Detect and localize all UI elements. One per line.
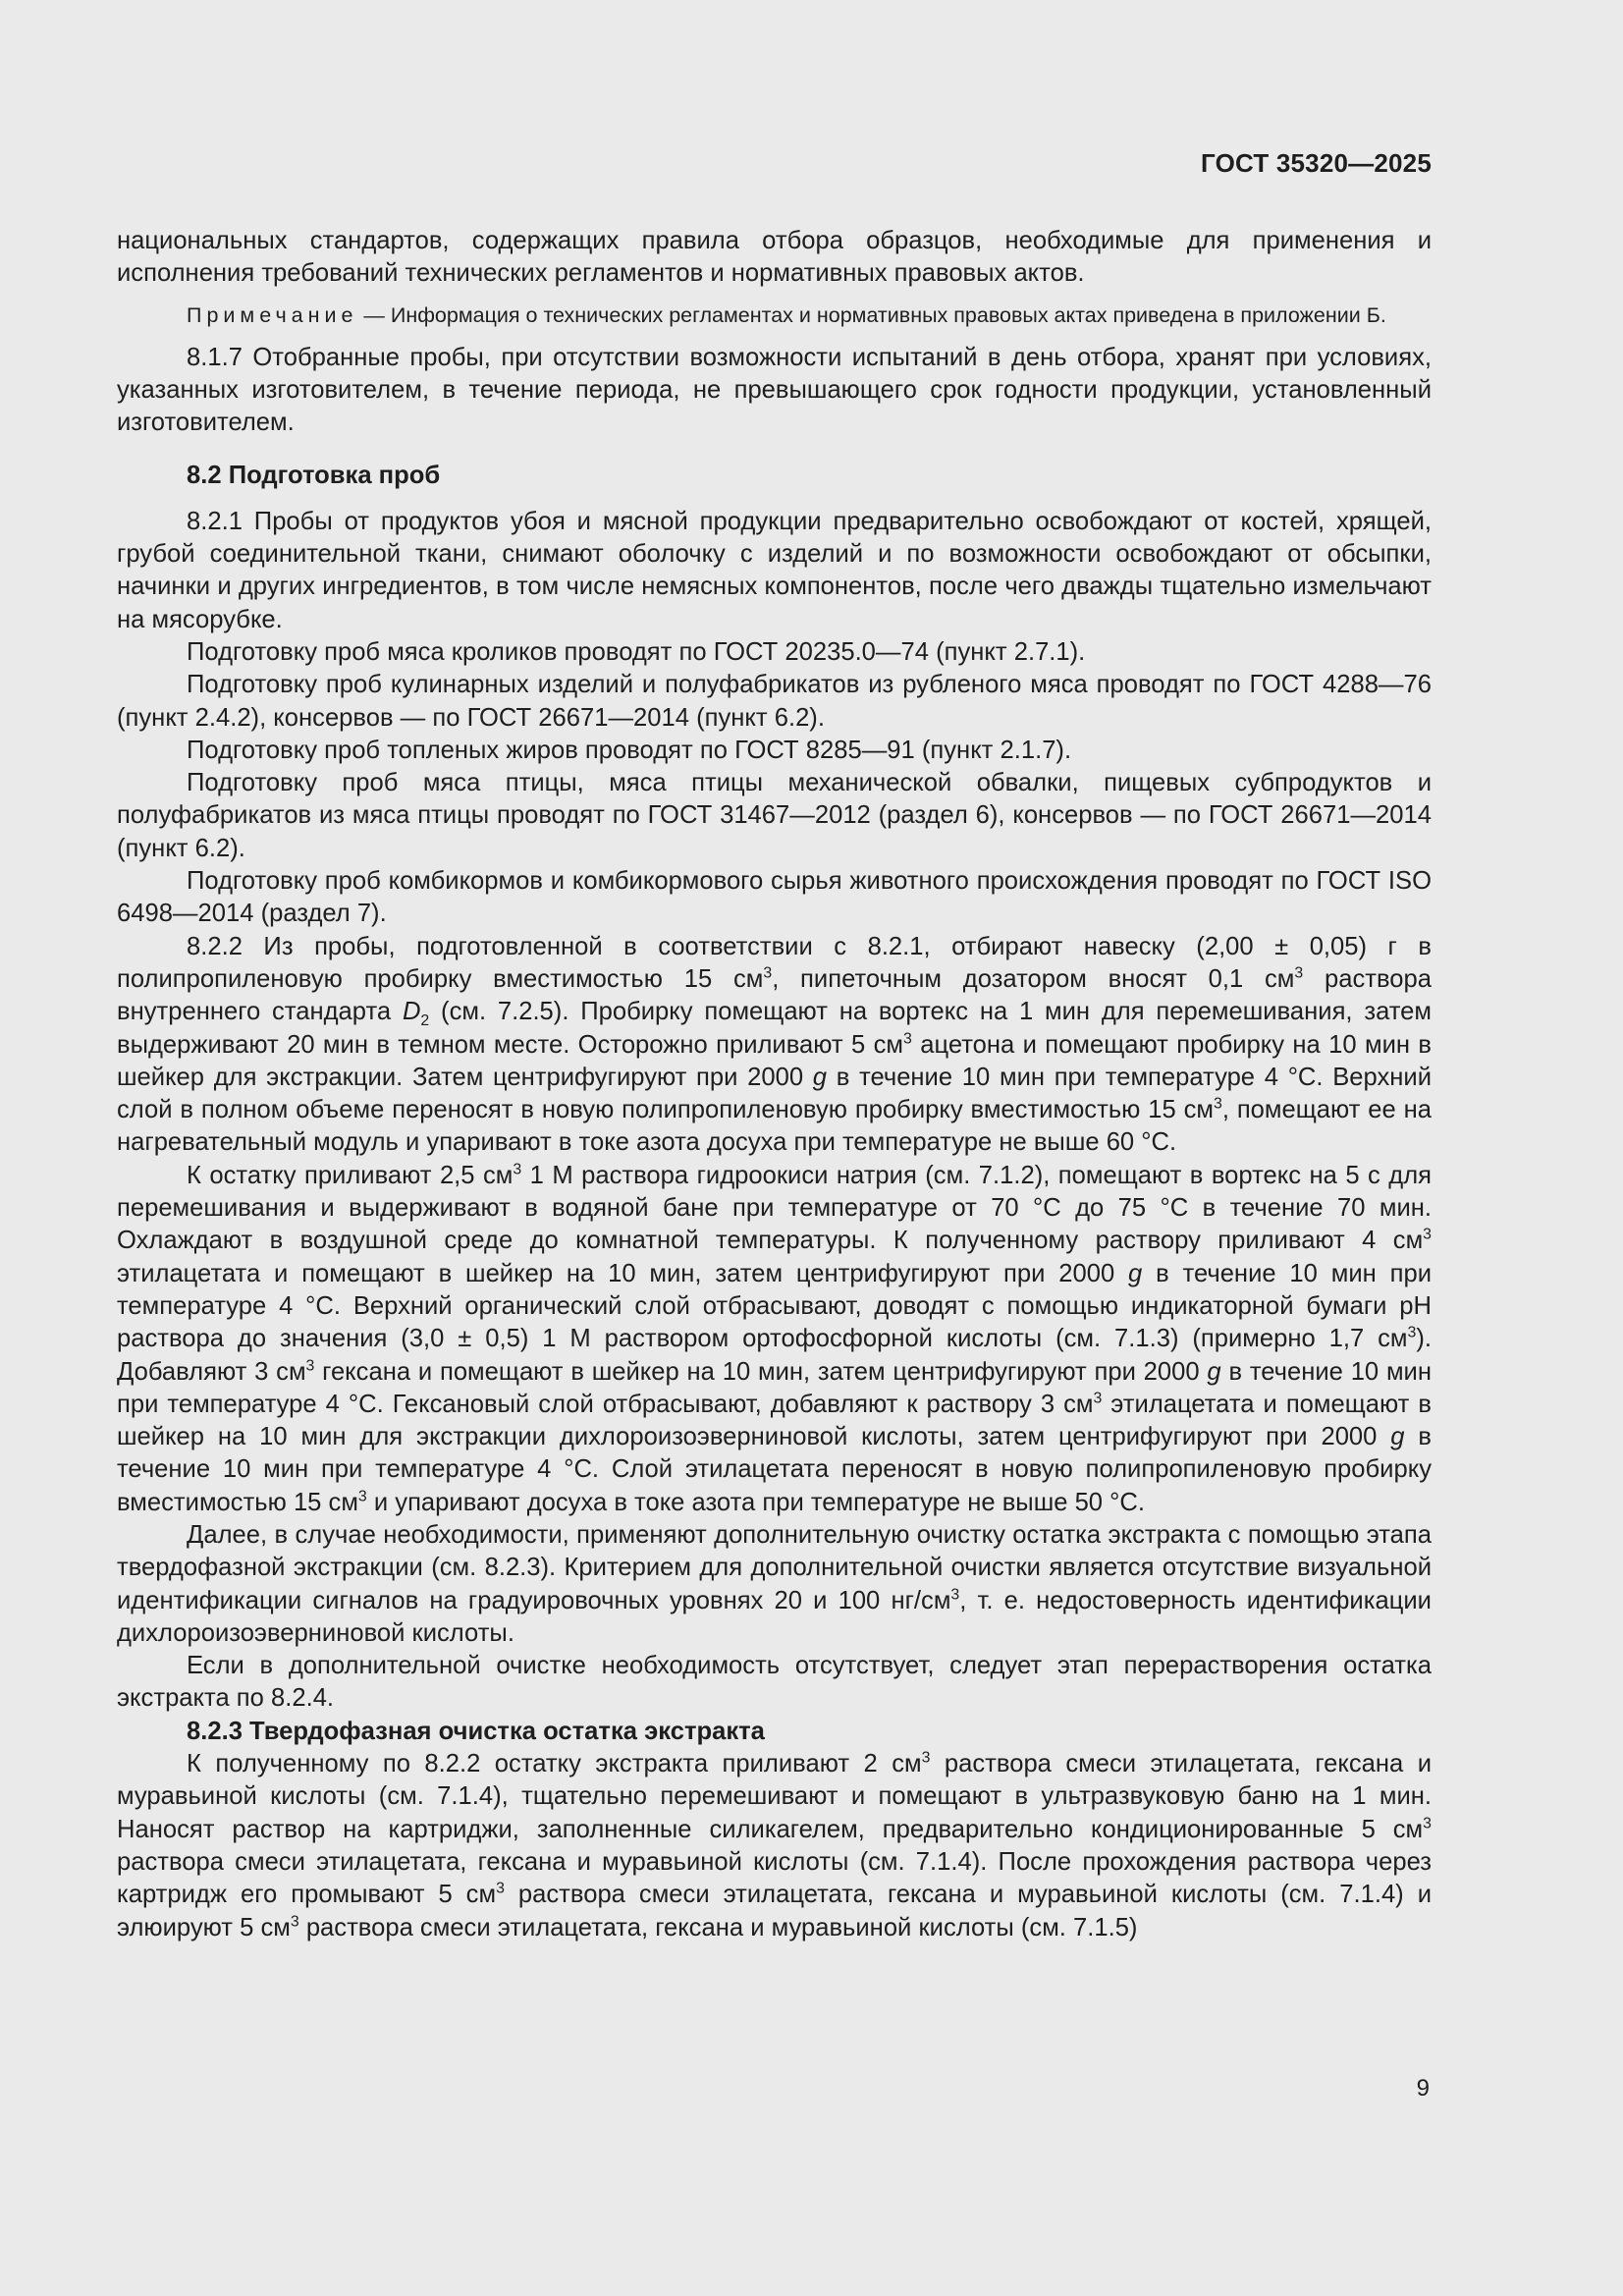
subsection-heading-8-2-3: 8.2.3 Твердофазная очистка остатка экстракта bbox=[187, 1717, 765, 1745]
paragraph-culinary: Подготовку проб кулинарных изделий и полуфабрикатов из рубленого мяса проводят по ГОСТ 4288—76 (пункт 2.4.2), консервов — по ГОСТ 26671—2014 (пункт 6.2). bbox=[117, 671, 1432, 732]
note-text: — Информация о технических регламентах и нормативных правовых актах приведена в приложении Б. bbox=[357, 302, 1386, 327]
superscript: 3 bbox=[305, 1356, 315, 1374]
paragraph-rabbit: Подготовку проб мяса кроликов проводят по ГОСТ 20235.0—74 (пункт 2.7.1). bbox=[187, 637, 1086, 666]
superscript: 3 bbox=[763, 964, 773, 982]
superscript: 3 bbox=[357, 1488, 367, 1505]
italic-g: g bbox=[1207, 1357, 1221, 1386]
document-header: ГОСТ 35320—2025 bbox=[1201, 148, 1432, 178]
italic-d: D bbox=[402, 998, 421, 1026]
paragraph-8-2-3: К полученному по 8.2.2 остатку экстракта приливают 2 $см^3$ раствора смеси этилацетата, гексана и муравьиной кислоты (см. 7.1.4), тщательно перемешивают и помещают в ультразвуковую баню на 1 мин. Наносят раствор на картриджи, заполненные силикагелем, предварительно кондиционированные 5 $см^3$ раствора смеси этилацетата, гексана и муравьиной кислоты (см. 7.1.4). После прохождения раствора через картридж его промывают 5 $см^3$ раствора смеси этилацетата, гексана и муравьиной кислоты (см. 7.1.4) и элюируют 5 $см^3$ раствора смеси этилацетата, гексана и муравьиной кислоты (см. 7.1.5) bbox=[117, 1749, 1432, 1941]
superscript: 3 bbox=[290, 1913, 299, 1931]
superscript: 3 bbox=[1423, 1226, 1432, 1243]
paragraph-8-1-7: 8.1.7 Отобранные пробы, при отсутствии возможности испытаний в день отбора, хранят при условиях, указанных изготовителем, в течение периода, не превышающего срок годности продукции, установленный изготовителем. bbox=[117, 343, 1432, 437]
superscript: 3 bbox=[496, 1880, 505, 1897]
page-number: 9 bbox=[1416, 2075, 1430, 2102]
paragraph-poultry: Подготовку проб мяса птицы, мяса птицы механической обвалки, пищевых субпродуктов и полуфабрикатов из мяса птицы проводят по ГОСТ 31467—2012 (раздел 6), консервов — по ГОСТ 26671—2014 (пункт 6.2). bbox=[117, 769, 1432, 862]
paragraph-intro: национальных стандартов, содержащих правила отбора образцов, необходимые для применения и исполнения требований технических регламентов и нормативных правовых актов. bbox=[117, 227, 1432, 288]
section-heading-8-2: 8.2 Подготовка проб bbox=[187, 462, 441, 490]
italic-g: g bbox=[812, 1063, 828, 1091]
superscript: 3 bbox=[1214, 1095, 1222, 1113]
superscript: 3 bbox=[1423, 1815, 1432, 1832]
paragraph-residue: К остатку приливают 2,5 $см^3$ 1 М раствора гидроокиси натрия (см. 7.1.2), помещают в вортекс на 5 с для перемешивания и выдерживают в водяной бане при температуре от 70 °С до 75 °С в течение 70 мин. Охлаждают в воздушной среде до комнатной температуры. К полученному раствору приливают 4 $см^3$ этилацетата и помещают в шейкер на 10 мин, затем центрифугируют при 2000 g в течение 10 мин при температуре 4 °С. Верхний органический слой отбрасывают, доводят с помощью индикаторной бумаги pH раствора до значения (3,0 ± 0,5) 1 М раствором ортофосфорной кислоты (см. 7.1.3) (примерно 1,7 $см^3$). Добавляют 3 $см^3$ гексана и помещают в шейкер на 10 мин, затем центрифугируют при 2000 g в течение 10 мин при температуре 4 °С. Гексановый слой отбрасывают, добавляют к раствору 3 $см^3$ этилацетата и помещают в шейкер на 10 мин для экстракции дихлороизоэверниновой кислоты, затем центрифугируют при 2000 g в течение 10 мин при температуре 4 °С. Слой этилацетата переносят в новую полипропиленовую пробирку вместимостью 15 $см^3$ и упаривают досуха в токе азота при температуре не выше 50 °С. bbox=[117, 1161, 1432, 1516]
note-label: Примечание bbox=[187, 302, 358, 327]
paragraph-8-2-2: 8.2.2 Из пробы, подготовленной в соответствии с 8.2.1, отбирают навеску (2,00 ± 0,05) г в полипропиленовую пробирку вместимостью 15 $см^3$, пипеточным дозатором вносят 0,1 $см^3$ раствора внутреннего стандарта $D_2$ (см. 7.2.5). Пробирку помещают на вортекс на 1 мин для перемешивания, затем выдерживают 20 мин в темном месте. Осторожно приливают 5 $см^3$ ацетона и помещают пробирку на 10 мин в шейкер для экстракции. Затем центрифугируют при 2000 g в течение 10 мин при температуре 4 °С. Верхний слой в полном объеме переносят в новую полипропиленовую пробирку вместимостью 15 $см^3$, помещают ее на нагревательный модуль и упаривают в токе азота досуха при температуре не выше 60 °С. bbox=[117, 932, 1433, 1157]
paragraph-further-cleanup: Далее, в случае необходимости, применяют дополнительную очистку остатка экстракта с помощью этапа твердофазной экстракции (см. 8.2.3). Критерием для дополнительной очистки является отсутствие визуальной идентификации сигналов на градуировочных уровнях 20 и 100 $нг/см^3$, т. е. недостоверность идентификации дихлороизоэверниновой кислоты. bbox=[117, 1520, 1432, 1647]
superscript: 3 bbox=[1093, 1390, 1103, 1407]
note bbox=[117, 301, 1432, 331]
superscript: 3 bbox=[513, 1161, 522, 1178]
paragraph-fats: Подготовку проб топленых жиров проводят по ГОСТ 8285—91 (пункт 2.1.7). bbox=[187, 736, 1072, 764]
italic-g: g bbox=[1128, 1259, 1143, 1287]
subscript: 2 bbox=[420, 1012, 430, 1030]
paragraph-feed: Подготовку проб комбикормов и комбикормового сырья животного происхождения проводят по ГОСТ ISO 6498—2014 (раздел 7). bbox=[117, 867, 1432, 928]
superscript: 3 bbox=[903, 1030, 912, 1047]
superscript: 3 bbox=[950, 1586, 960, 1604]
paragraph-no-cleanup: Если в дополнительной очистке необходимость отсутствует, следует этап перерастворения остатка экстракта по 8.2.4. bbox=[117, 1652, 1432, 1713]
paragraph-8-2-1: 8.2.1 Пробы от продуктов убоя и мясной продукции предварительно освобождают от костей, хрящей, грубой соединительной ткани, снимают оболочку с изделий и по возможности освобождают от обсыпки, начинки и других ингредиентов, в том числе немясных компонентов, после чего дважды тщательно измельчают на мясорубке. bbox=[117, 507, 1432, 633]
superscript: 3 bbox=[921, 1749, 931, 1767]
italic-g: g bbox=[1390, 1423, 1405, 1451]
document-body bbox=[117, 225, 1432, 1944]
superscript: 3 bbox=[1407, 1324, 1417, 1341]
superscript: 3 bbox=[1294, 964, 1304, 982]
